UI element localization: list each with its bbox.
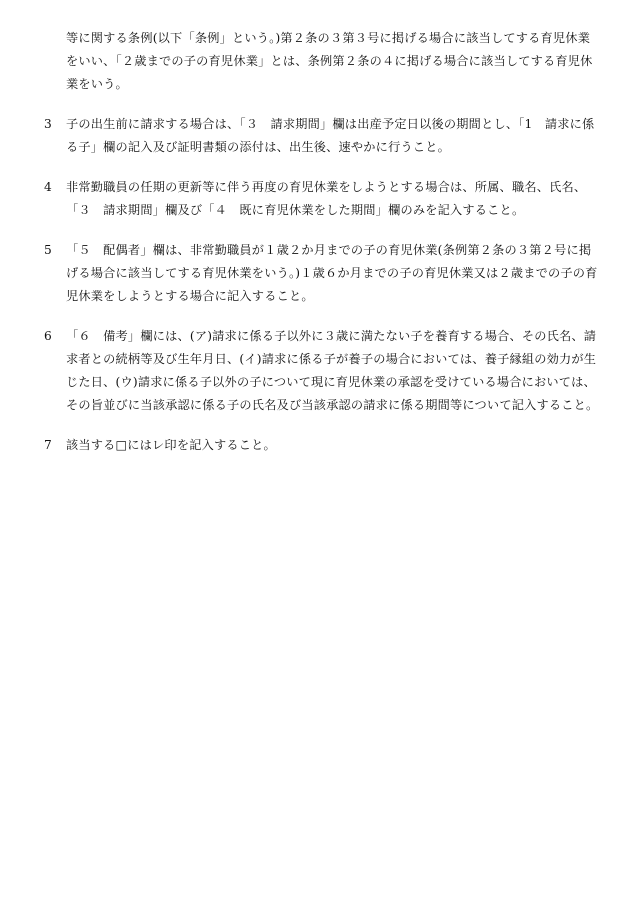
note-text: 「５ 配偶者」欄は、非常勤職員が１歳２か月までの子の育児休業(条例第２条の３第２号に掲げる場合に該当してする育児休業をいう。)１歳６か月までの子の育児休業又は２歳までの子の育児休業をしようとする場合に記入すること。 <box>66 243 598 303</box>
note-text: 「６ 備考」欄には、(ア)請求に係る子以外に３歳に満たない子を養育する場合、その氏名、請求者との続柄等及び生年月日、(イ)請求に係る子が養子の場合においては、養子縁組の効力が生じた日、(ウ)請求に係る子以外の子について現に育児休業の承認を受けている場合においては、その旨並びに当該承認に係る子の氏名及び当該承認の請求に係る期間等について記入すること。 <box>66 329 599 412</box>
note-number: 5 <box>44 243 52 257</box>
note-number: 7 <box>44 438 52 452</box>
note-number: 4 <box>44 180 52 194</box>
note-text: 該当する□にはレ印を記入すること。 <box>66 438 276 452</box>
note-number: 3 <box>44 117 52 131</box>
note-item-6 <box>44 325 600 417</box>
continuation-paragraph: 等に関する条例(以下「条例」という。)第２条の３第３号に掲げる場合に該当してする育児休業をいい、「２歳までの子の育児休業」とは、条例第２条の４に掲げる場合に該当してする育児休業をいう。 <box>66 31 593 91</box>
note-item-5 <box>44 239 600 308</box>
note-text: 子の出生前に請求する場合は、「３ 請求期間」欄は出産予定日以後の期間とし、「1 請求に係る子」欄の記入及び証明書類の添付は、出生後、速やかに行うこと。 <box>66 117 595 154</box>
note-item-4 <box>44 176 600 222</box>
note-item-7 <box>44 434 600 457</box>
note-text: 非常勤職員の任期の更新等に伴う再度の育児休業をしようとする場合は、所属、職名、氏名、「３ 請求期間」欄及び「４ 既に育児休業をした期間」欄のみを記入すること。 <box>66 180 587 217</box>
note-item-3 <box>44 113 600 159</box>
note-number: 6 <box>44 329 52 343</box>
